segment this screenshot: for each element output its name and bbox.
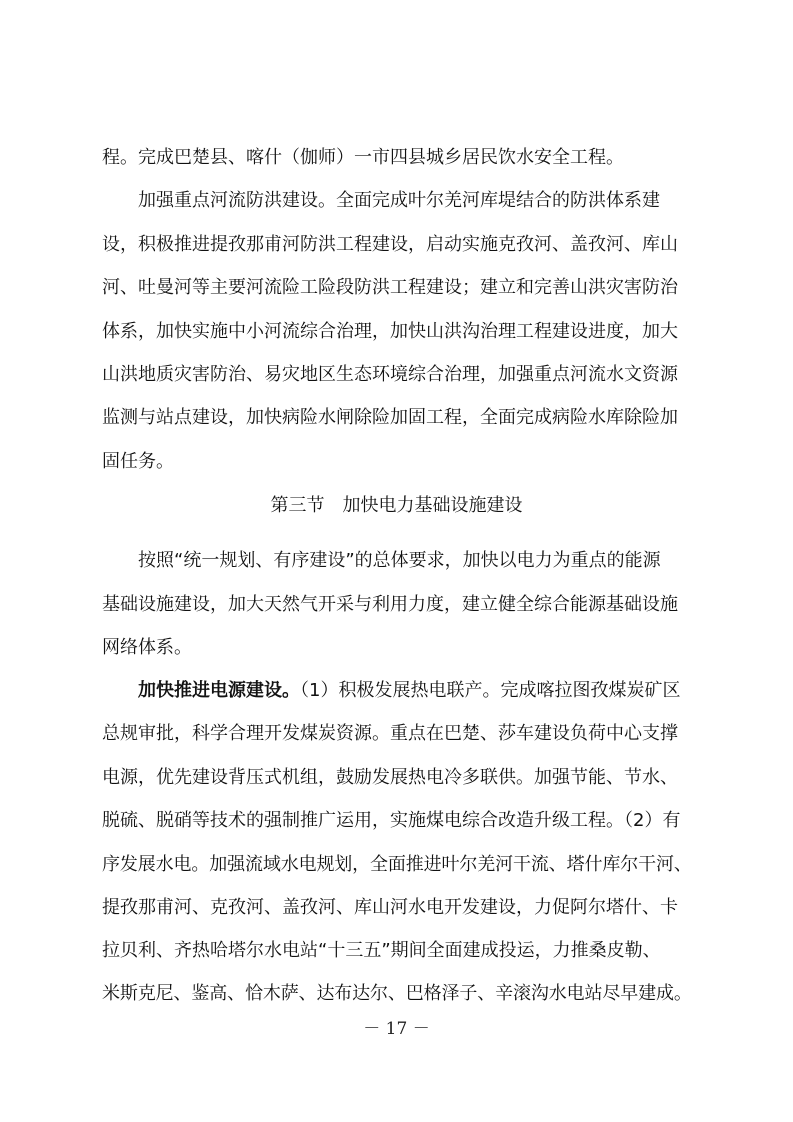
- paragraph-line: 总规审批，科学合理开发煤炭资源。重点在巴楚、莎车建设负荷中心支撑: [102, 723, 678, 744]
- paragraph-line: 按照“统一规划、有序建设”的总体要求，加快以电力为重点的能源: [138, 550, 661, 571]
- paragraph-line: 设，积极推进提孜那甫河防洪工程建设，启动实施克孜河、盖孜河、库山: [102, 234, 678, 255]
- paragraph-line: 电源，优先建设背压式机组，鼓励发展热电冷多联供。加强节能、节水、: [102, 767, 678, 788]
- paragraph-line: [138, 679, 694, 703]
- paragraph-line: 程。完成巴楚县、喀什（伽师）一市四县城乡居民饮水安全工程。: [102, 147, 624, 168]
- section-heading: [0, 494, 793, 518]
- paragraph-line: 提孜那甫河、克孜河、盖孜河、库山河水电开发建设，力促阿尔塔什、卡: [102, 897, 678, 918]
- paragraph-line: 固任务。: [102, 451, 174, 472]
- paragraph-line: 网络体系。: [102, 637, 192, 658]
- paragraph-line: 拉贝利、齐热哈塔尔水电站“十三五”期间全面建成投运，力推桑皮勒、: [102, 940, 661, 961]
- paragraph-line: 加强重点河流防洪建设。全面完成叶尔羌河库堤结合的防洪体系建: [138, 190, 660, 211]
- paragraph-line: 脱硫、脱硝等技术的强制推广运用，实施煤电综合改造升级工程。（2）有: [102, 810, 681, 831]
- page-number: － 17 －: [363, 1019, 430, 1039]
- paragraph-line: 河、吐曼河等主要河流险工险段防洪工程建设；建立和完善山洪灾害防治: [102, 277, 678, 298]
- bold-lead: 加快推进电源建设。: [138, 680, 300, 701]
- section-number: 第三节: [270, 495, 325, 516]
- paragraph-line: 体系，加快实施中小河流综合治理，加快山洪沟治理工程建设进度，加大: [102, 321, 678, 342]
- paragraph-line: 山洪地质灾害防治、易灾地区生态环境综合治理，加强重点河流水文资源: [102, 364, 678, 385]
- paragraph-line: 监测与站点建设，加快病险水闸除险加固工程，全面完成病险水库除险加: [102, 407, 678, 428]
- paragraph-line: 基础设施建设，加大天然气开采与利用力度，建立健全综合能源基础设施: [102, 594, 678, 615]
- section-title: 加快电力基础设施建设: [342, 495, 523, 516]
- paragraph-line: 米斯克尼、鉴高、恰木萨、达布达尔、巴格泽子、辛滚沟水电站尽早建成。: [102, 983, 692, 1004]
- paragraph-line: 序发展水电。加强流域水电规划，全面推进叶尔羌河干流、塔什库尔干河、: [102, 854, 692, 875]
- paragraph-text: （1）积极发展热电联产。完成喀拉图孜煤炭矿区: [300, 680, 681, 701]
